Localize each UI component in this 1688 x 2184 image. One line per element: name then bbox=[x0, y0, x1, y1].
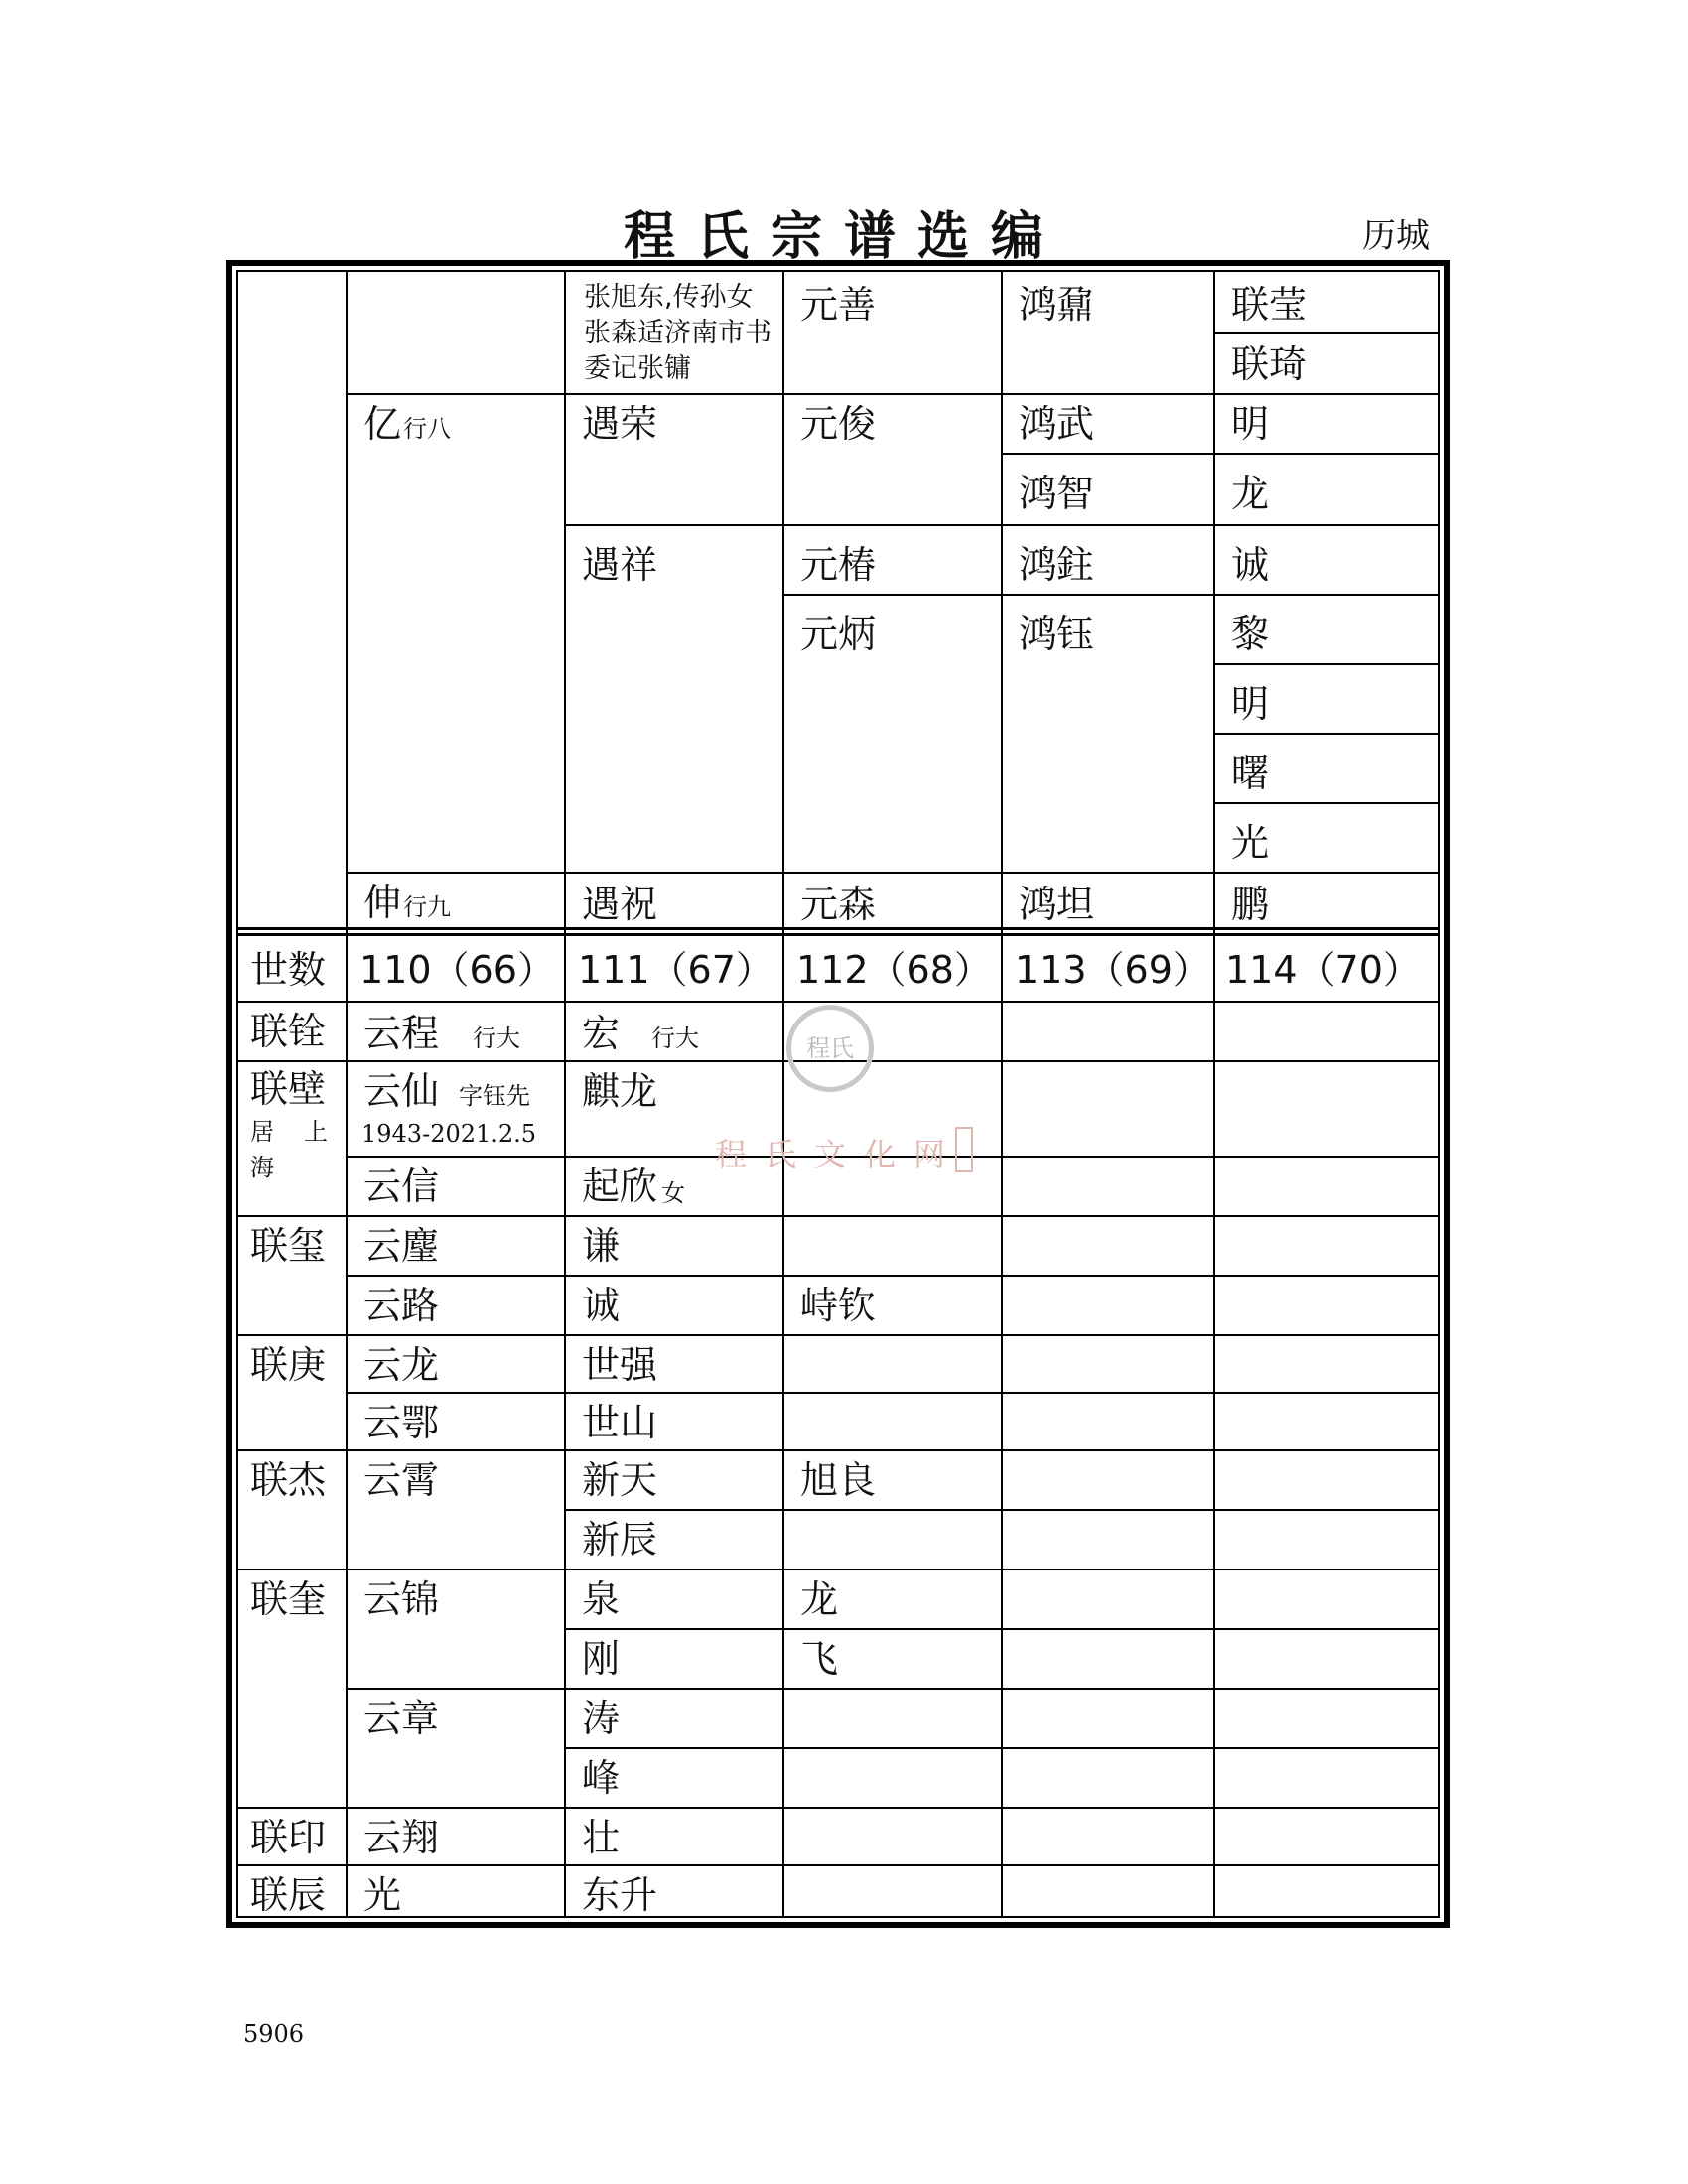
generation-header: 110（66） bbox=[359, 948, 555, 992]
seniority-note: 行八 bbox=[403, 415, 451, 443]
row-line bbox=[236, 1215, 1440, 1217]
name-cell: 元森 bbox=[800, 883, 877, 926]
name-cell: 遇荣 bbox=[582, 402, 658, 446]
name-cell: 起欣 bbox=[582, 1164, 658, 1208]
generation-header: 113（69） bbox=[1015, 948, 1210, 992]
name-cell: 黎 bbox=[1231, 613, 1270, 656]
name-cell: 云程 bbox=[363, 1012, 440, 1055]
name-cell: 云麈 bbox=[363, 1224, 440, 1268]
name-cell: 联辰 bbox=[250, 1873, 327, 1917]
name-cell: 光 bbox=[1231, 821, 1270, 865]
name-cell: 谦 bbox=[582, 1224, 621, 1268]
row-line bbox=[346, 393, 1440, 395]
row-line bbox=[236, 1001, 1440, 1003]
name-cell: 伸 bbox=[363, 881, 402, 924]
row-line bbox=[236, 1569, 1440, 1570]
name-cell: 飞 bbox=[800, 1637, 839, 1681]
column-line bbox=[782, 270, 784, 1918]
row-line bbox=[236, 1864, 1440, 1866]
watermark-stamp bbox=[955, 1127, 973, 1172]
column-line bbox=[1001, 270, 1003, 1918]
row-line bbox=[1213, 332, 1440, 334]
name-cell: 元俊 bbox=[800, 402, 877, 446]
name-cell: 诚 bbox=[582, 1284, 621, 1327]
generation-header: 世数 bbox=[250, 948, 327, 992]
name-cell: 鸿鉒 bbox=[1019, 543, 1095, 587]
courtesy-name-note: 字钰先 bbox=[459, 1082, 530, 1110]
row-line bbox=[782, 594, 1440, 596]
name-cell: 云信 bbox=[363, 1164, 440, 1208]
name-cell: 光 bbox=[363, 1873, 402, 1917]
name-cell: 峰 bbox=[582, 1756, 621, 1800]
page-number: 5906 bbox=[243, 2020, 305, 2048]
row-line bbox=[236, 1807, 1440, 1809]
row-line bbox=[564, 1509, 1440, 1511]
name-cell: 明 bbox=[1231, 402, 1270, 446]
name-cell: 鸿智 bbox=[1019, 472, 1095, 515]
row-line bbox=[346, 1688, 1440, 1690]
name-cell: 明 bbox=[1231, 682, 1270, 726]
name-cell: 刚 bbox=[582, 1637, 621, 1681]
column-line bbox=[564, 270, 566, 1918]
gender-note: 女 bbox=[661, 1179, 685, 1207]
watermark-text: 程氏文化网 bbox=[715, 1136, 964, 1173]
name-cell: 云路 bbox=[363, 1284, 440, 1327]
name-cell: 鹏 bbox=[1231, 883, 1270, 926]
seniority-note: 行大 bbox=[651, 1024, 699, 1052]
name-cell: 联杰 bbox=[250, 1458, 327, 1502]
name-cell: 泉 bbox=[582, 1577, 621, 1621]
row-line bbox=[346, 1275, 1440, 1277]
name-cell: 鸿坦 bbox=[1019, 883, 1095, 926]
name-cell: 联玺 bbox=[250, 1224, 327, 1268]
row-line bbox=[564, 524, 1440, 526]
residence-note: 上 bbox=[304, 1118, 328, 1146]
section-separator bbox=[236, 933, 1440, 936]
name-cell: 新天 bbox=[582, 1458, 658, 1502]
residence-note: 居 bbox=[250, 1118, 274, 1146]
row-line bbox=[346, 872, 1440, 874]
name-cell: 云章 bbox=[363, 1697, 440, 1740]
name-cell: 联铨 bbox=[250, 1010, 327, 1053]
name-cell: 云霄 bbox=[363, 1458, 440, 1502]
name-cell: 壮 bbox=[582, 1816, 621, 1859]
name-cell: 鸿武 bbox=[1019, 402, 1095, 446]
row-line bbox=[564, 1747, 1440, 1749]
name-cell: 云翔 bbox=[363, 1816, 440, 1859]
name-cell: 东升 bbox=[582, 1873, 658, 1917]
row-line bbox=[1213, 663, 1440, 665]
row-line bbox=[564, 1628, 1440, 1630]
life-dates: 1943-2021.2.5 bbox=[361, 1120, 537, 1148]
row-line bbox=[236, 1449, 1440, 1451]
name-cell: 联印 bbox=[250, 1816, 327, 1859]
name-cell: 世强 bbox=[582, 1343, 658, 1387]
name-cell: 元椿 bbox=[800, 543, 877, 587]
generation-header: 114（70） bbox=[1225, 948, 1421, 992]
residence-note: 海 bbox=[250, 1154, 274, 1181]
seniority-note: 行九 bbox=[403, 893, 451, 921]
name-cell: 亿 bbox=[363, 402, 402, 446]
name-cell: 鸿钰 bbox=[1019, 613, 1095, 656]
name-cell: 宏 bbox=[582, 1012, 621, 1055]
name-cell: 云龙 bbox=[363, 1343, 440, 1387]
name-cell: 涛 bbox=[582, 1697, 621, 1740]
generation-header: 112（68） bbox=[796, 948, 992, 992]
name-cell: 云锦 bbox=[363, 1577, 440, 1621]
name-cell: 云鄂 bbox=[363, 1401, 440, 1444]
row-line bbox=[1001, 453, 1440, 455]
row-line bbox=[346, 1392, 1440, 1394]
name-cell: 龙 bbox=[1231, 472, 1270, 515]
watermark-seal: 程氏 bbox=[786, 1005, 874, 1092]
name-cell: 遇祥 bbox=[582, 543, 658, 587]
name-cell: 曙 bbox=[1231, 751, 1270, 795]
row-line bbox=[1213, 802, 1440, 804]
name-cell: 麒龙 bbox=[582, 1069, 658, 1113]
column-line bbox=[1213, 270, 1215, 1918]
page-title: 程氏宗谱选编 bbox=[623, 206, 1064, 267]
name-cell: 峙钦 bbox=[800, 1284, 877, 1327]
name-cell: 联壁 bbox=[250, 1067, 327, 1111]
name-cell: 元善 bbox=[800, 283, 877, 327]
name-cell: 鸿鼐 bbox=[1019, 283, 1095, 327]
seniority-note: 行大 bbox=[473, 1024, 520, 1052]
name-cell: 联庚 bbox=[250, 1343, 327, 1387]
region-label: 历城 bbox=[1362, 216, 1430, 256]
section-separator bbox=[236, 927, 1440, 930]
name-cell: 联奎 bbox=[250, 1577, 327, 1621]
name-cell: 元炳 bbox=[800, 613, 877, 656]
name-cell: 联莹 bbox=[1231, 283, 1308, 327]
name-cell: 世山 bbox=[582, 1401, 658, 1444]
generation-header: 111（67） bbox=[578, 948, 774, 992]
row-line bbox=[1213, 733, 1440, 735]
name-cell: 新辰 bbox=[582, 1518, 658, 1562]
name-cell: 诚 bbox=[1231, 543, 1270, 587]
row-line bbox=[236, 1334, 1440, 1336]
name-cell: 遇祝 bbox=[582, 883, 658, 926]
name-cell: 云仙 bbox=[363, 1069, 440, 1113]
column-line bbox=[346, 270, 348, 1918]
spouse-note: 张旭东,传孙女张森适济南市书委记张镛 bbox=[584, 282, 772, 384]
name-cell: 龙 bbox=[800, 1577, 839, 1621]
name-cell: 旭良 bbox=[800, 1458, 877, 1502]
name-cell: 联琦 bbox=[1231, 342, 1308, 386]
